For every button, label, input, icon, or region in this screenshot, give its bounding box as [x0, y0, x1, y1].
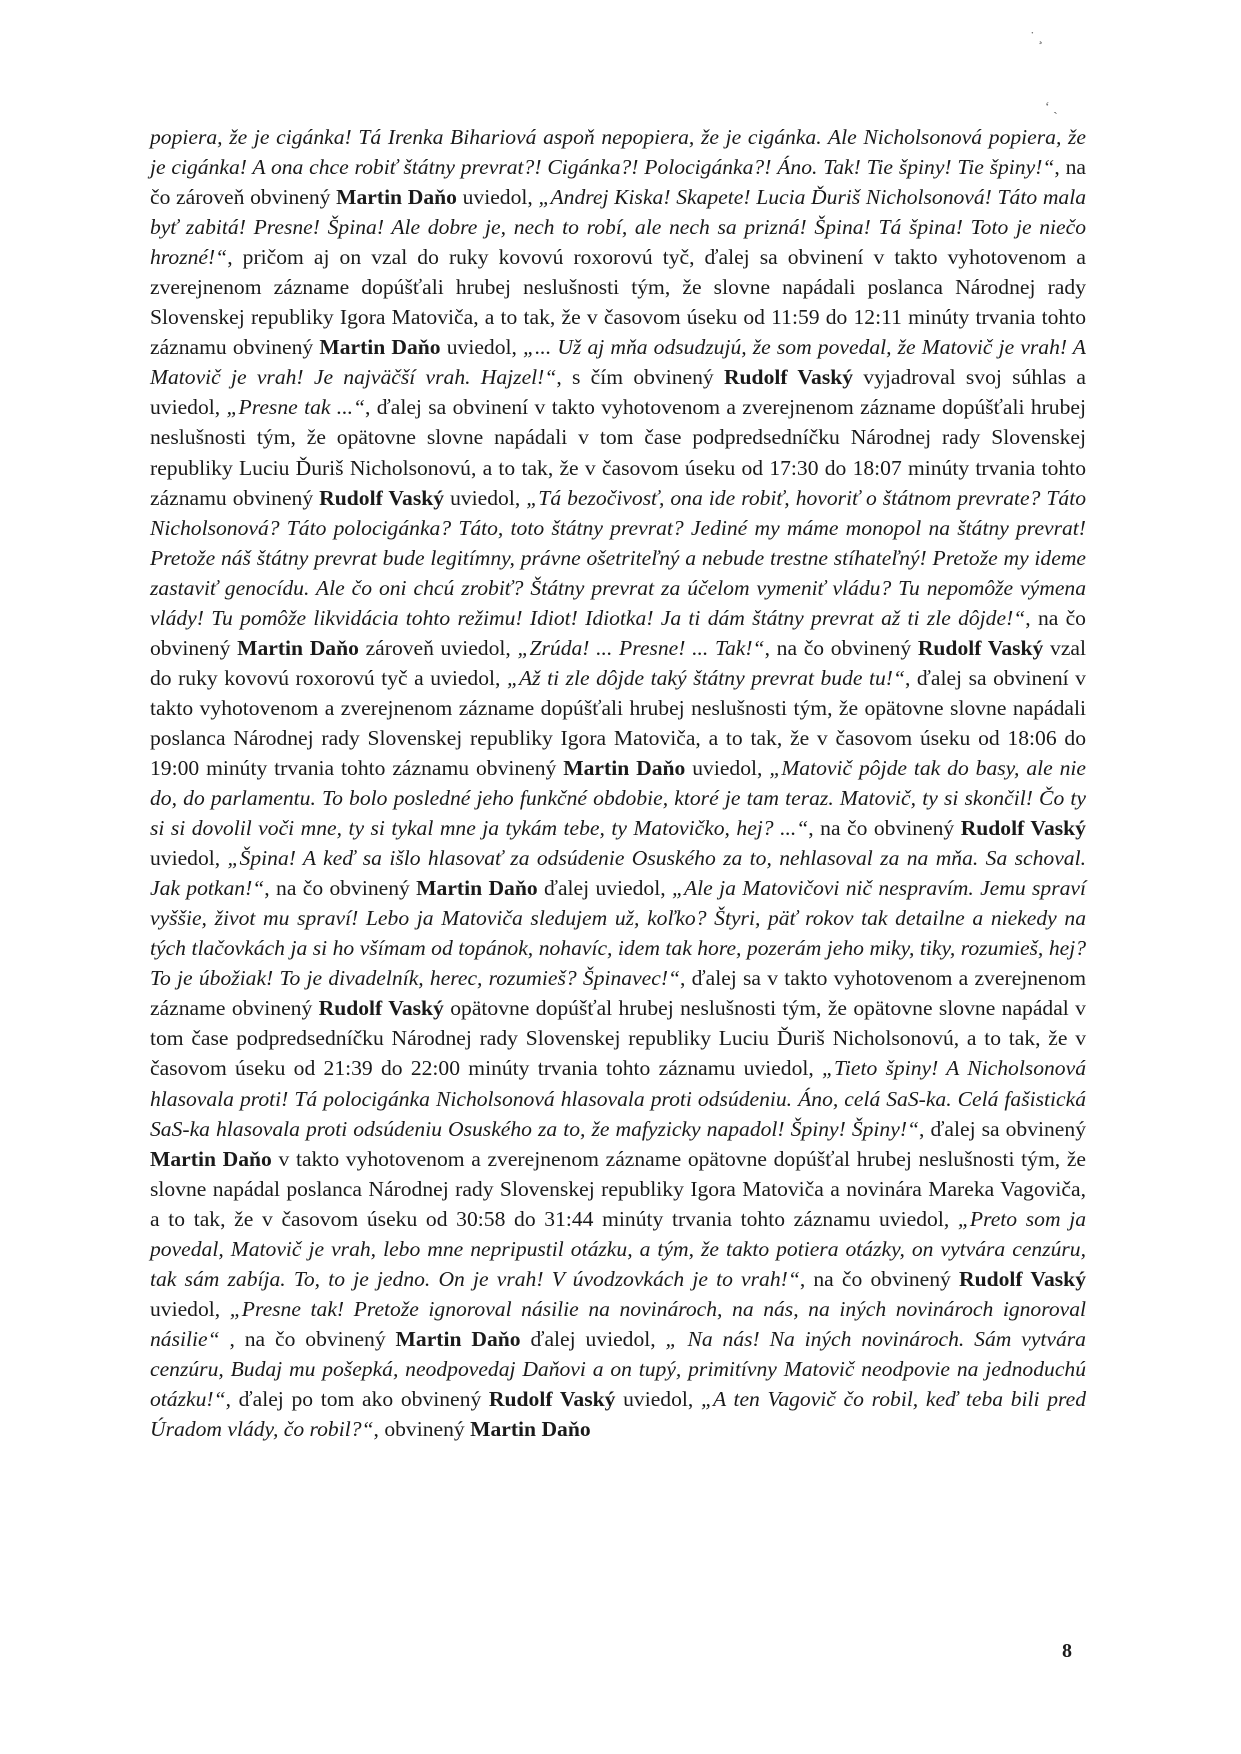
text-run: , na čo zároveň obvinený [150, 155, 1086, 210]
defendant-name: Martin Daňo [319, 335, 441, 360]
quoted-speech: „Tá bezočivosť, ona ide robiť, hovoriť o štátnom prevrate? Táto Nicholsonová? Táto polocigánka? Táto, toto štátny prevrat? Jediné my máme monopol na štátny prevrat! Pretože náš štátny prevrat bude legitímny, právne ošetriteľný a nebude trestne stíhateľný! Pretože my ideme zastaviť genocídu. Ale čo oni chcú zrobiť? Štátny prevrat za účelom vymeniť vládu? Tu nepomôže výmena vlády! Tu pomôže likvidácia tohto režimu! Idiot! Idiotka! Ja ti dám štátny prevrat až ti zle dôjde!“ [150, 485, 1087, 630]
quoted-speech: „Preto som ja povedal, Matovič je vrah, lebo mne nepripustil otázku, a tým, že takto potiera otázky, on vytvára cenzúru, tak sám zabíja. To, to je jedno. On je vrah! V úvodzovkách je to vrah!“ [150, 1206, 1086, 1291]
quoted-speech: „Matovič pôjde tak do basy, ale nie do, do parlamentu. To bolo posledné jeho funkčné obdobie, ktoré je tam teraz. Matovič, ty si skončil! Čo ty si si dovolil voči mne, ty si tykal mne ja tykám tebe, ty Matovičko, hej? ...“ [150, 755, 1087, 841]
defendant-name: Martin Daňo [395, 1326, 521, 1351]
text-run: , ďalej sa obvinení v takto vyhotovenom a zverejnenom zázname dopúšťali hrubej neslušnosti tým, že opätovne slovne napádali v tom čase podpredsedníčku Národnej rady Slovenskej republiky Luciu Ďuriš Nicholsonovú, a to tak, že v časovom úseku od 17:30 do 18:07 minúty trvania tohto záznamu obvinený [150, 395, 1086, 510]
quoted-speech: „A ten Vagovič čo robil, keď teba bili pred Úradom vlády, čo robil?“ [150, 1386, 1086, 1442]
quoted-speech: „Presne tak! Pretože ignoroval násilie na novinároch, na nás, na iných novinároch ignoroval násilie“ [150, 1296, 1087, 1351]
text-run: uviedol, [150, 1296, 230, 1321]
text-run: , ďalej sa obvinení v takto vyhotovenom a zverejnenom zázname dopúšťali hrubej neslušnosti tým, že opätovne slovne napádali poslanca Národnej rady Slovenskej republiky Igora Matoviča, a to tak, že v časovom úseku od 18:06 do 19:00 minúty trvania tohto záznamu obvinený [150, 665, 1086, 780]
defendant-name: Martin Daňo [336, 185, 457, 210]
defendant-name: Martin Daňo [563, 755, 686, 780]
text-run: ďalej uviedol, [537, 876, 672, 901]
text-run: , na čo obvinený [219, 1326, 396, 1351]
defendant-name: Martin Daňo [470, 1417, 591, 1442]
quoted-speech: „Ale ja Matovičovi nič nespravím. Jemu spraví vyššie, život mu spraví! Lebo ja Matoviča sledujem už, koľko? Štyri, päť rokov tak detailne a niekedy na tých tlačovkách ja si ho všímam od topánok, nohavíc, idem tak hore, pozerám jeho miky, tiky, rozumieš, hej? To je úbožiak! To je divadelník, herec, rozumieš? Špinavec!“ [150, 876, 1086, 991]
text-run: v takto vyhotovenom a zverejnenom zázname opätovne dopúšťal hrubej neslušnosti tým, že slovne napádal poslanca Národnej rady Slovenskej republiky Igora Matoviča a novinára Mareka Vagoviča, a to tak, že v časovom úseku od 30:58 do 31:44 minúty trvania tohto záznamu uviedol, [150, 1146, 1086, 1231]
quoted-speech: popiera, že je cigánka! Tá Irenka Bihariová aspoň nepopiera, že je cigánka. Ale Nicholsonová popiera, že je cigánka! A ona chce robiť štátny prevrat?! Cigánka?! Polocigánka?! Áno. Tak! Tie špiny! Tie špiny!“ [150, 125, 1086, 180]
text-run: uviedol, [444, 485, 527, 510]
defendant-name: Martin Daňo [416, 876, 538, 901]
text-run: vyjadroval svoj súhlas a uviedol, [150, 365, 1086, 420]
text-run: , ďalej sa obvinený [919, 1116, 1086, 1141]
text-run: , s čím obvinený [556, 365, 724, 390]
quoted-speech: „Tieto špiny! A Nicholsonová hlasovala proti! Tá polocigánka Nicholsonová hlasovala proti odsúdeniu. Áno, celá SaS-ka. Celá fašistická SaS-ka hlasovala proti odsúdeniu Osuského za to, že mafyzicky napadol! Špiny! Špiny!“ [150, 1056, 1086, 1141]
quoted-speech: „Špina! A keď sa išlo hlasovať za odsúdenie Osuského za to, nehlasoval za na mňa. Sa schoval. Jak potkan!“ [150, 846, 1086, 901]
quoted-speech: „Presne tak ...“ [226, 395, 366, 420]
text-run: , pričom aj on vzal do ruky kovovú roxorovú tyč, ďalej sa obvinení v takto vyhotovenom a zverejnenom zázname dopúšťali hrubej neslušnosti tým, že slovne napádali poslanca Národnej rady Slovenskej republiky Igora Matoviča, a to tak, že v časovom úseku od 11:59 do 12:11 minúty trvania tohto záznamu obvinený [150, 245, 1086, 360]
page-number: 8 [1062, 1640, 1072, 1662]
text-run: , na čo obvinený [150, 605, 1086, 660]
defendant-name: Rudolf Vaský [959, 1266, 1086, 1291]
quoted-speech: „... Už aj mňa odsudzujú, že som povedal, že Matovič je vrah! A Matovič je vrah! Je najväčší vrah. Hajzel!“ [150, 335, 1087, 390]
text-run: zároveň uviedol, [358, 635, 518, 660]
text-run: vzal do ruky kovovú roxorovú tyč a uviedol, [150, 635, 1086, 690]
text-run: , ďalej po tom ako obvinený [225, 1386, 489, 1411]
quoted-speech: „ Na nás! Na iných novinároch. Sám vytvára cenzúru, Budaj mu pošepká, neodpovedaj Daňovi a on tupý, primitívny Matovič neodpovie na jednoduchú otázku!“ [150, 1326, 1086, 1411]
scan-mark: ‘ ˎ [1045, 100, 1058, 115]
quoted-speech: „Až ti zle dôjde taký štátny prevrat bude tu!“ [506, 665, 905, 690]
text-run: uviedol, [685, 755, 770, 780]
text-run: , na čo obvinený [799, 1266, 959, 1291]
text-run: , na čo obvinený [808, 816, 961, 841]
text-run: , obvinený [373, 1417, 471, 1442]
text-run: uviedol, [150, 846, 228, 871]
text-run: , na čo obvinený [264, 876, 417, 901]
text-run: uviedol, [456, 185, 539, 210]
text-run: opätovne dopúšťal hrubej neslušnosti tým, že opätovne slovne napádal v tom čase podpredsedníčku Národnej rady Slovenskej republiky Luciu Ďuriš Nicholsonovú, a to tak, že v časovom úseku od 21:39 do 22:00 minúty trvania tohto záznamu uviedol, [150, 996, 1086, 1081]
text-run: uviedol, [615, 1386, 701, 1411]
text-run: , na čo obvinený [764, 635, 918, 660]
text-run: ďalej uviedol, [520, 1326, 666, 1351]
defendant-name: Rudolf Vaský [488, 1386, 616, 1411]
defendant-name: Rudolf Vaský [723, 365, 854, 390]
body-paragraph [150, 122, 1086, 1444]
quoted-speech: „Andrej Kiska! Skapete! Lucia Ďuriš Nicholsonová! Táto mala byť zabitá! Presne! Špina! Ale dobre je, nech to robí, ale nech sa prizná! Špina! Tá špina! Toto je niečo hrozné!“ [150, 185, 1087, 270]
text-run: , ďalej sa v takto vyhotovenom a zverejnenom zázname obvinený [150, 966, 1086, 1021]
defendant-name: Martin Daňo [237, 635, 359, 660]
defendant-name: Rudolf Vaský [960, 816, 1086, 841]
quoted-speech: „Zrúda! ... Presne! ... Tak!“ [517, 635, 765, 660]
defendant-name: Martin Daňo [150, 1146, 272, 1171]
scan-mark: ˙ ¸ [1030, 30, 1043, 45]
defendant-name: Rudolf Vaský [917, 635, 1044, 660]
defendant-name: Rudolf Vaský [318, 996, 444, 1021]
text-run: uviedol, [440, 335, 524, 360]
defendant-name: Rudolf Vaský [319, 485, 445, 510]
